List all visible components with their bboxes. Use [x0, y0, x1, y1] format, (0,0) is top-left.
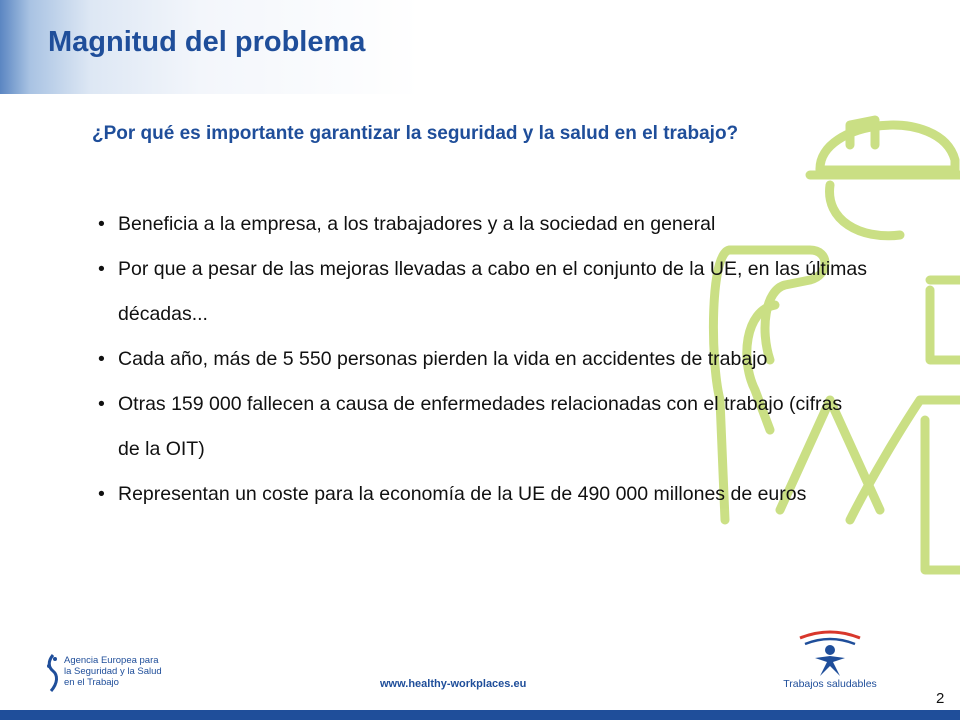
question-heading: ¿Por qué es importante garantizar la seguridad y la salud en el trabajo?: [92, 123, 739, 144]
bullet-text: Por que a pesar de las mejoras llevadas a cabo en el conjunto de la UE, en las últimas décadas...: [118, 258, 868, 325]
bullet-marker: •: [98, 213, 105, 235]
campaign-label: Trabajos saludables: [783, 678, 877, 690]
agency-name: [64, 655, 162, 688]
agency-logo-icon: [44, 653, 62, 693]
bullet-item: [98, 472, 868, 517]
healthy-workplaces-logo-icon: [775, 628, 885, 678]
bullet-text: Cada año, más de 5 550 personas pierden la vida en accidentes de trabajo: [118, 348, 768, 370]
bullet-item: [98, 202, 868, 247]
page-number: 2: [936, 690, 945, 707]
bullet-item: [98, 247, 868, 337]
bullet-list: [98, 202, 868, 517]
agency-line: en el Trabajo: [64, 677, 119, 688]
bullet-marker: •: [98, 348, 105, 370]
healthy-workplaces-logo: [775, 628, 885, 692]
website-link[interactable]: www.healthy-workplaces.eu: [380, 678, 527, 690]
bullet-marker: •: [98, 483, 105, 505]
bullet-text: Otras 159 000 fallecen a causa de enfermedades relacionadas con el trabajo (cifras de la OIT): [118, 393, 843, 460]
bullet-marker: •: [98, 393, 105, 415]
bullet-item: [98, 337, 868, 382]
agency-logo: [44, 650, 234, 696]
bullet-item: [98, 382, 868, 472]
bullet-text: Representan un coste para la economía de la UE de 490 000 millones de euros: [118, 483, 807, 505]
bullet-marker: •: [98, 258, 105, 280]
agency-line: Agencia Europea para: [64, 655, 159, 666]
bullet-text: Beneficia a la empresa, a los trabajadores y a la sociedad en general: [118, 213, 716, 235]
agency-line: la Seguridad y la Salud: [64, 666, 162, 677]
footer-bar: [0, 710, 960, 720]
slide-title: Magnitud del problema: [48, 26, 366, 58]
